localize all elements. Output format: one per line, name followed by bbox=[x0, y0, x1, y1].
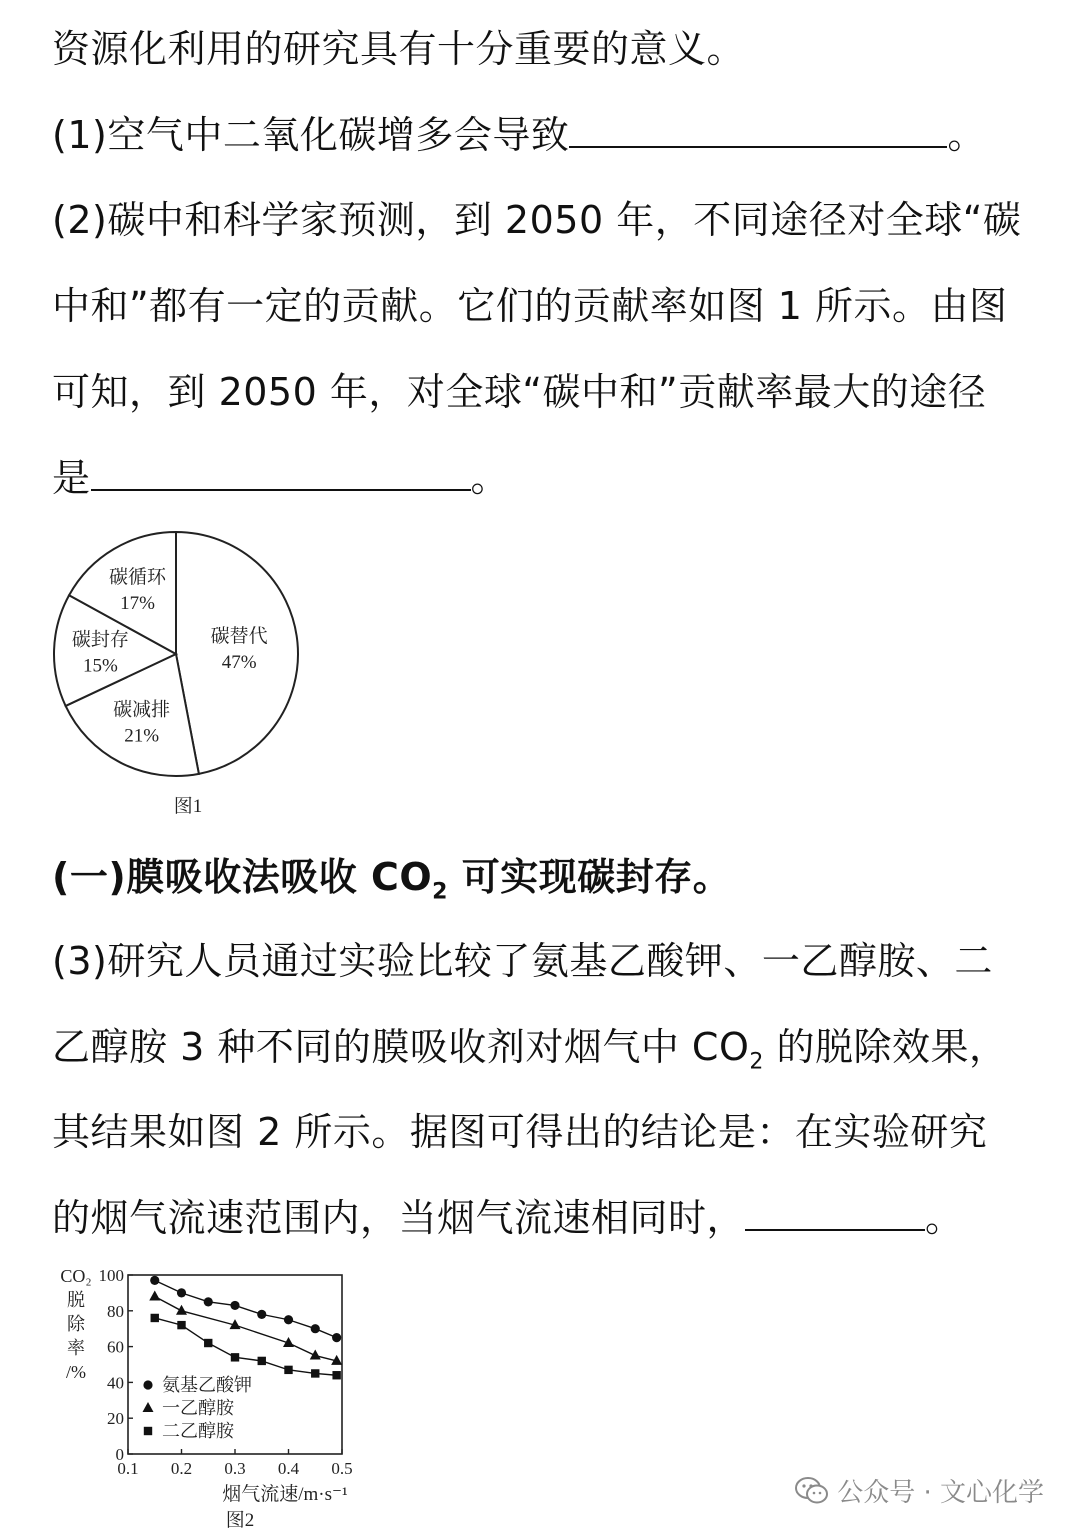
question-3-text-a: (3)研究人员通过实验比较了氨基乙酸钾、一乙醇胺、二 bbox=[52, 939, 993, 983]
question-2-text-d: 是 bbox=[52, 456, 91, 500]
question-3-subscript: 2 bbox=[749, 1049, 764, 1075]
question-3-end: 。 bbox=[925, 1196, 964, 1240]
section-heading-1 bbox=[52, 854, 731, 916]
question-2-line-d bbox=[52, 455, 509, 501]
answer-blank-2[interactable] bbox=[91, 459, 471, 491]
pie-value-4: 17% bbox=[120, 592, 155, 614]
question-3-line-a bbox=[52, 938, 993, 984]
series-2-point-1 bbox=[149, 1290, 160, 1300]
series-1-point-4 bbox=[230, 1301, 239, 1310]
y-axis-label-line-5: /% bbox=[66, 1362, 86, 1382]
legend-marker-2 bbox=[143, 1402, 154, 1412]
y-axis-label-line-3: 除 bbox=[67, 1314, 85, 1334]
series-1-point-3 bbox=[204, 1297, 213, 1306]
pie-value-3: 15% bbox=[82, 655, 118, 677]
watermark bbox=[795, 1472, 1044, 1509]
question-1-end: 。 bbox=[947, 113, 986, 157]
series-3-point-2 bbox=[177, 1321, 185, 1329]
pie-label-1: 碳替代 bbox=[210, 626, 268, 648]
answer-blank-3[interactable] bbox=[745, 1199, 925, 1231]
y-tick-label-4: 80 bbox=[107, 1301, 124, 1321]
question-2-line-a bbox=[52, 197, 1021, 243]
legend-marker-3 bbox=[144, 1427, 152, 1435]
question-2-end: 。 bbox=[470, 456, 510, 500]
question-3-line-d bbox=[52, 1195, 964, 1241]
series-3-point-4 bbox=[231, 1353, 239, 1361]
series-3-point-1 bbox=[151, 1314, 159, 1322]
question-1-text: (1)空气中二氧化碳增多会导致 bbox=[52, 113, 570, 157]
series-1-point-7 bbox=[311, 1324, 320, 1333]
section-heading-text-b: 可实现碳封存。 bbox=[447, 855, 732, 899]
question-2-text-a: (2)碳中和科学家预测，到 2050 年，不同途径对全球“碳 bbox=[52, 198, 1022, 242]
pie-value-1: 47% bbox=[221, 652, 257, 674]
series-2-point-2 bbox=[176, 1305, 187, 1315]
series-1-point-2 bbox=[177, 1288, 186, 1297]
series-3-point-3 bbox=[204, 1339, 212, 1347]
series-2-point-5 bbox=[310, 1350, 321, 1360]
question-3-line-b bbox=[52, 1024, 1007, 1086]
pie-label-2: 碳减排 bbox=[113, 699, 171, 721]
question-2-text-c: 可知，到 2050 年，对全球“碳中和”贡献率最大的途径 bbox=[52, 370, 987, 414]
question-3-text-d: 的烟气流速范围内，当烟气流速相同时， bbox=[52, 1196, 746, 1240]
question-2-text-b: 中和”都有一定的贡献。它们的贡献率如图 1 所示。由图 bbox=[52, 284, 1008, 328]
answer-blank-1[interactable] bbox=[569, 116, 947, 148]
text-line-1 bbox=[52, 26, 745, 72]
scatter-chart-figure-2 bbox=[40, 1258, 380, 1533]
y-tick-label-0: 0 bbox=[115, 1445, 124, 1464]
figure-2-caption: 图2 bbox=[225, 1510, 255, 1531]
y-tick-label-3: 60 bbox=[107, 1337, 124, 1357]
x-tick-label-0: 0.1 bbox=[117, 1459, 139, 1478]
question-3-line-c bbox=[52, 1109, 987, 1155]
y-axis-label-line-4: 率 bbox=[67, 1338, 85, 1358]
question-3-text-b2: 的脱除效果， bbox=[763, 1025, 1008, 1069]
x-tick-label-2: 0.3 bbox=[224, 1459, 246, 1478]
text-span: 资源化利用的研究具有十分重要的意义。 bbox=[52, 27, 746, 71]
pie-label-3: 碳封存 bbox=[71, 629, 129, 651]
x-axis-label: 烟气流速/m·s⁻¹ bbox=[222, 1484, 348, 1505]
legend-marker-1 bbox=[143, 1380, 152, 1389]
question-3-text-c: 其结果如图 2 所示。据图可得出的结论是：在实验研究 bbox=[52, 1110, 988, 1154]
y-axis-label bbox=[60, 1266, 91, 1382]
pie-chart-figure-1 bbox=[40, 525, 320, 825]
question-2-line-b bbox=[52, 283, 1008, 329]
series-3-point-6 bbox=[284, 1366, 292, 1374]
section-heading-subscript: 2 bbox=[432, 879, 448, 905]
chart-legend bbox=[143, 1375, 253, 1441]
figure-1-caption: 图1 bbox=[173, 796, 203, 817]
legend-label-3: 二乙醇胺 bbox=[162, 1421, 234, 1441]
x-tick-label-4: 0.5 bbox=[331, 1459, 353, 1478]
watermark-text: 公众号 · 文心化学 bbox=[837, 1478, 1044, 1508]
x-tick-label-1: 0.2 bbox=[170, 1459, 193, 1478]
wechat-icon bbox=[795, 1477, 829, 1505]
pie-value-2: 21% bbox=[124, 725, 160, 747]
question-1 bbox=[52, 112, 986, 158]
x-tick-label-3: 0.4 bbox=[277, 1459, 300, 1478]
legend-label-1: 氨基乙酸钾 bbox=[162, 1375, 252, 1395]
series-1-point-5 bbox=[257, 1310, 266, 1319]
y-tick-label-5: 100 bbox=[98, 1266, 124, 1285]
y-axis-label-line-2: 脱 bbox=[67, 1290, 85, 1310]
series-3-point-7 bbox=[311, 1369, 319, 1377]
series-1-point-1 bbox=[150, 1276, 159, 1285]
pie-label-4: 碳循环 bbox=[108, 566, 167, 588]
y-tick-label-2: 40 bbox=[107, 1373, 124, 1393]
question-2-line-c bbox=[52, 369, 986, 415]
question-3-text-b1: 乙醇胺 3 种不同的膜吸收剂对烟气中 CO bbox=[52, 1025, 750, 1069]
pie-slices bbox=[54, 532, 298, 776]
chart-series bbox=[149, 1276, 342, 1380]
series-1-point-8 bbox=[332, 1333, 341, 1342]
series-3-point-5 bbox=[258, 1357, 266, 1365]
legend-label-2: 一乙醇胺 bbox=[162, 1398, 234, 1418]
series-3-point-8 bbox=[332, 1371, 340, 1379]
series-1-point-6 bbox=[284, 1315, 293, 1324]
section-heading-text-a: (一)膜吸收法吸收 CO bbox=[52, 855, 433, 899]
y-tick-label-1: 20 bbox=[107, 1409, 124, 1429]
y-axis-label-line-1: CO₂ bbox=[60, 1266, 92, 1286]
